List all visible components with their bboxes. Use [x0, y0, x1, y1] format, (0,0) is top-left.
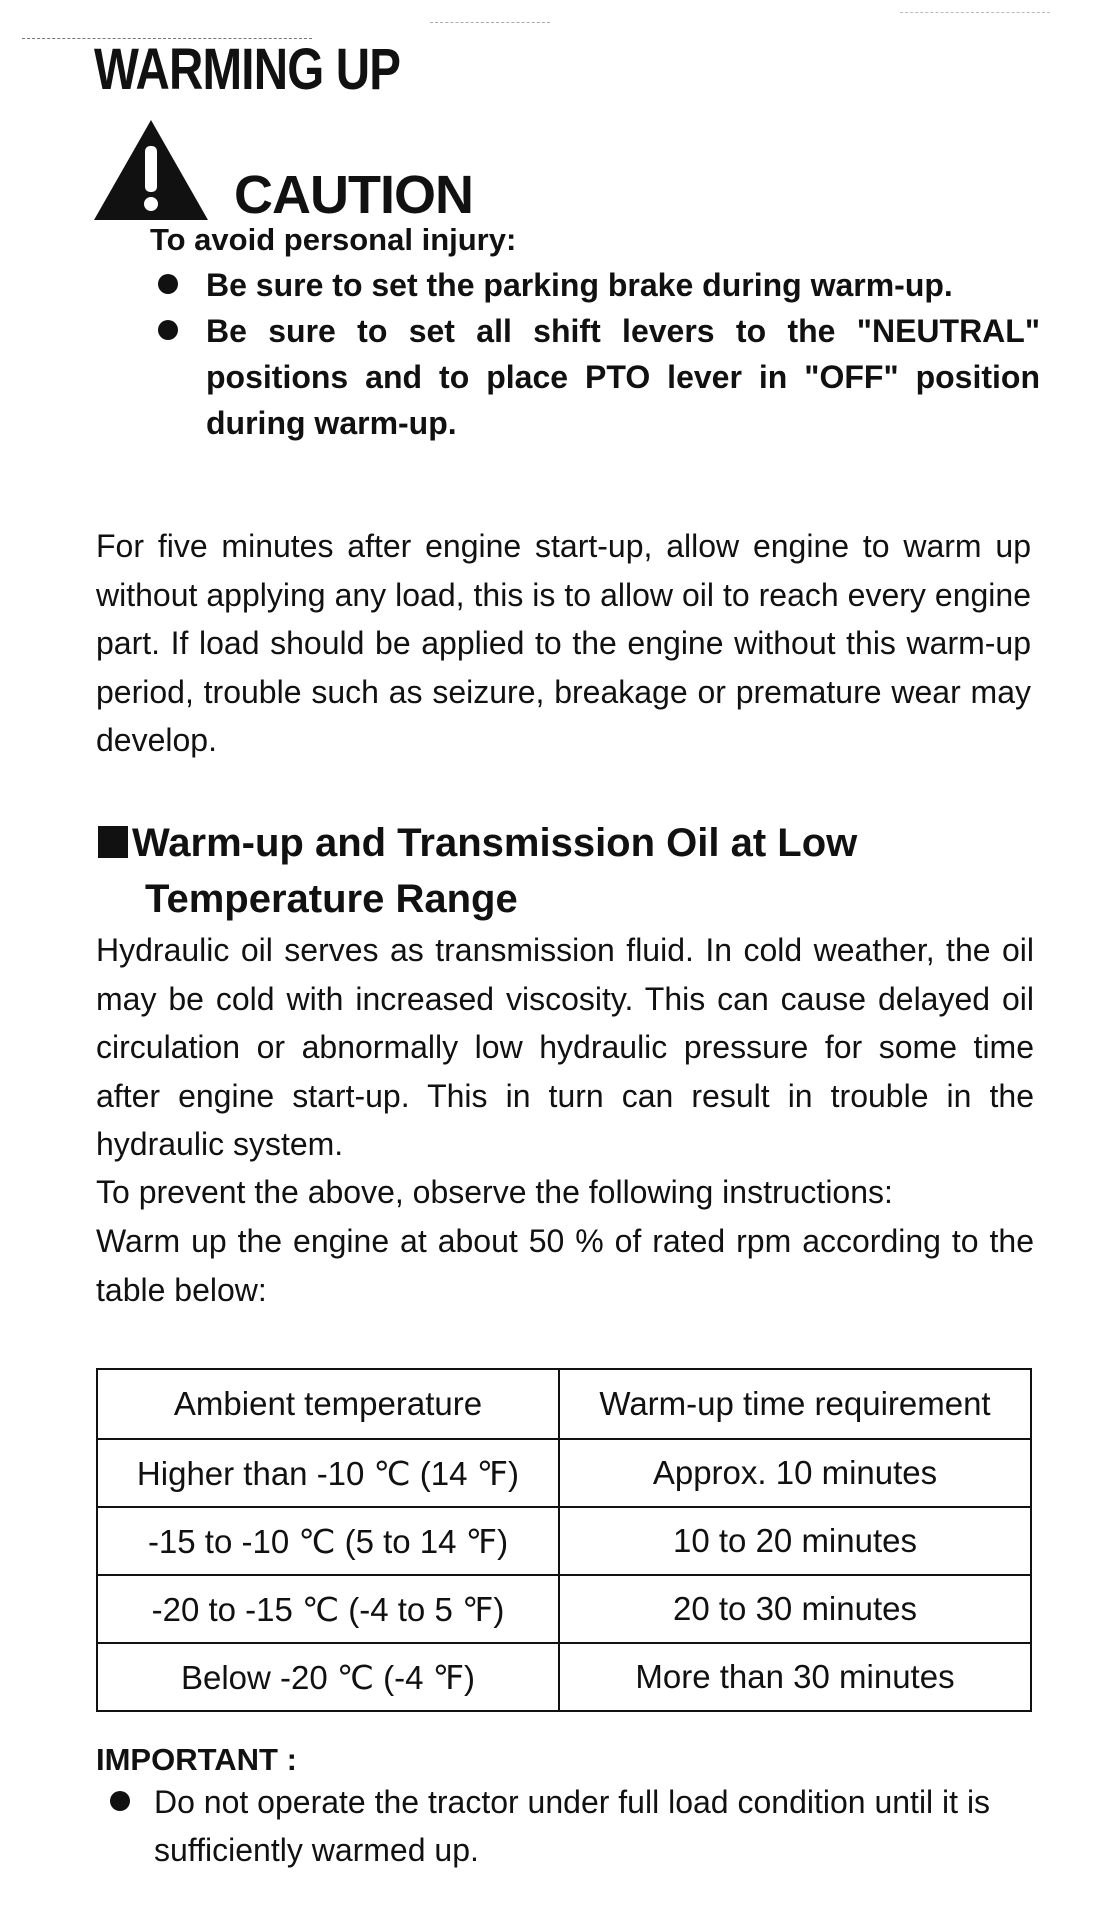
- warm-up-table: [96, 1368, 1032, 1712]
- scan-artifact-line: [900, 12, 1050, 13]
- table-row: [97, 1643, 1031, 1711]
- table-header-cell: Ambient temperature: [97, 1369, 559, 1439]
- instruction-line: To prevent the above, observe the following instructions:: [96, 1174, 893, 1210]
- important-list: [96, 1778, 1036, 1874]
- important-label: IMPORTANT :: [96, 1742, 297, 1777]
- table-row: [97, 1575, 1031, 1643]
- caution-list: [150, 262, 1040, 446]
- table-header-row: [97, 1369, 1031, 1439]
- section-heading-line1: Warm-up and Transmission Oil at Low: [132, 821, 858, 865]
- table-row: [97, 1507, 1031, 1575]
- table-row: [97, 1439, 1031, 1507]
- time-cell: More than 30 minutes: [559, 1643, 1031, 1711]
- caution-intro: To avoid personal injury:: [150, 222, 517, 257]
- instruction-line: Warm up the engine at about 50 % of rated rpm according to the table below:: [96, 1223, 1034, 1308]
- important-item: Do not operate the tractor under full load condition until it is sufficiently warmed up.: [96, 1778, 1036, 1874]
- temperature-cell: -15 to -10 ℃ (5 to 14 ℉): [97, 1507, 559, 1575]
- section-heading: [98, 815, 998, 927]
- time-cell: Approx. 10 minutes: [559, 1439, 1031, 1507]
- page-title: WARMING UP: [94, 37, 401, 102]
- time-cell: 20 to 30 minutes: [559, 1575, 1031, 1643]
- table-header-cell: Warm-up time requirement: [559, 1369, 1031, 1439]
- scan-artifact-line: [430, 22, 550, 23]
- section-heading-line2: Temperature Range: [145, 877, 518, 921]
- warning-triangle-icon: [92, 118, 210, 222]
- caution-item: Be sure to set the parking brake during warm-up.: [150, 262, 1040, 308]
- temperature-cell: Below -20 ℃ (-4 ℉): [97, 1643, 559, 1711]
- section-paragraph: Hydraulic oil serves as transmission fluid. In cold weather, the oil may be cold with increased viscosity. This can cause delayed oil circulation or abnormally low hydraulic pressure for some time after engine start-up. This in turn can result in trouble in the hydraulic system.: [96, 932, 1034, 1162]
- temperature-cell: Higher than -10 ℃ (14 ℉): [97, 1439, 559, 1507]
- time-cell: 10 to 20 minutes: [559, 1507, 1031, 1575]
- caution-label: CAUTION: [234, 165, 473, 225]
- temperature-cell: -20 to -15 ℃ (-4 to 5 ℉): [97, 1575, 559, 1643]
- intro-paragraph: For five minutes after engine start-up, allow engine to warm up without applying any load, this is to allow oil to reach every engine part. If load should be applied to the engine without this warm-up period, trouble such as seizure, breakage or premature wear may develop.: [96, 528, 1031, 758]
- caution-item: Be sure to set all shift levers to the "NEUTRAL" positions and to place PTO lever in "OFF" position during warm-up.: [150, 308, 1040, 446]
- section-square-icon: [98, 826, 128, 858]
